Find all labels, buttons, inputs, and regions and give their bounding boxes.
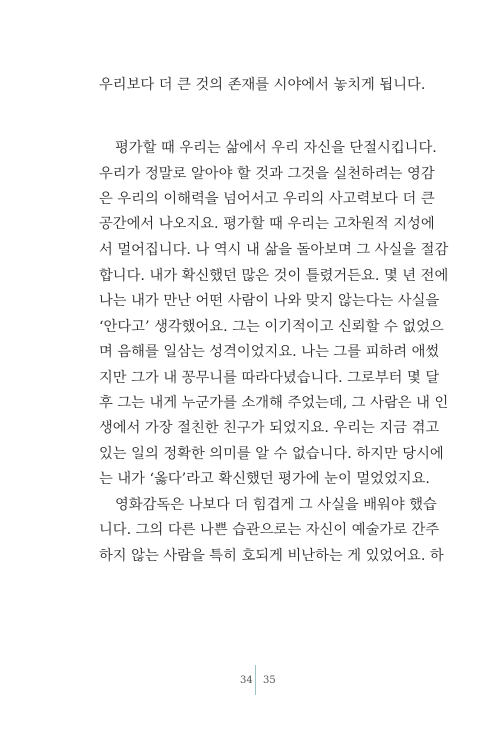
text-line: 지만 그가 내 꽁무니를 따라다녔습니다. 그로부터 몇 달 [99, 370, 440, 386]
text-line: 우리가 정말로 알아야 할 것과 그것을 실천하려는 영감 [99, 166, 435, 182]
text-line: ‘안다고’ 생각했어요. 그는 이기적이고 신뢰할 수 없었으 [99, 319, 444, 335]
text-line: 서 멀어집니다. 나 역시 내 삶을 돌아보며 그 사실을 절감 [99, 242, 449, 258]
text-line: 생에서 가장 절친한 친구가 되었지요. 우리는 지금 겪고 [99, 420, 440, 436]
text-line: 며 음해를 일삼는 성격이었지요. 나는 그를 피하려 애썼 [99, 344, 440, 360]
text-line: 은 우리의 이해력을 넘어서고 우리의 사고력보다 더 큰 [99, 191, 435, 207]
text-line: 공간에서 나오지요. 평가할 때 우리는 고차원적 지성에 [99, 216, 435, 232]
folio-separator [255, 665, 256, 695]
text-line: 는 내가 ‘옳다’라고 확신했던 평가에 눈이 멀었었지요. [99, 471, 430, 487]
text-line: 우리보다 더 큰 것의 존재를 시야에서 놓치게 됩니다. [99, 77, 426, 93]
page-number-right: 35 [263, 675, 276, 686]
text-line: 니다. 그의 다른 나쁜 습관으로는 자신이 예술가로 간주 [99, 522, 440, 538]
page-number-left: 34 [240, 675, 253, 686]
text-line: 평가할 때 우리는 삶에서 우리 자신을 단절시킵니다. [115, 140, 437, 156]
text-line: 나는 내가 만난 어떤 사람이 나와 맞지 않는다는 사실을 [99, 293, 440, 309]
text-line: 영화감독은 나보다 더 힘겹게 그 사실을 배워야 했습 [115, 497, 437, 513]
text-line: 합니다. 내가 확신했던 많은 것이 틀렸거든요. 몇 년 전에 [99, 268, 449, 284]
text-line: 하지 않는 사람을 특히 호되게 비난하는 게 있었어요. 하 [99, 548, 444, 564]
text-line: 있는 일의 정확한 의미를 알 수 없습니다. 하지만 당시에 [99, 446, 444, 462]
text-line: 후 그는 내게 누군가를 소개해 주었는데, 그 사람은 내 인 [99, 395, 449, 411]
